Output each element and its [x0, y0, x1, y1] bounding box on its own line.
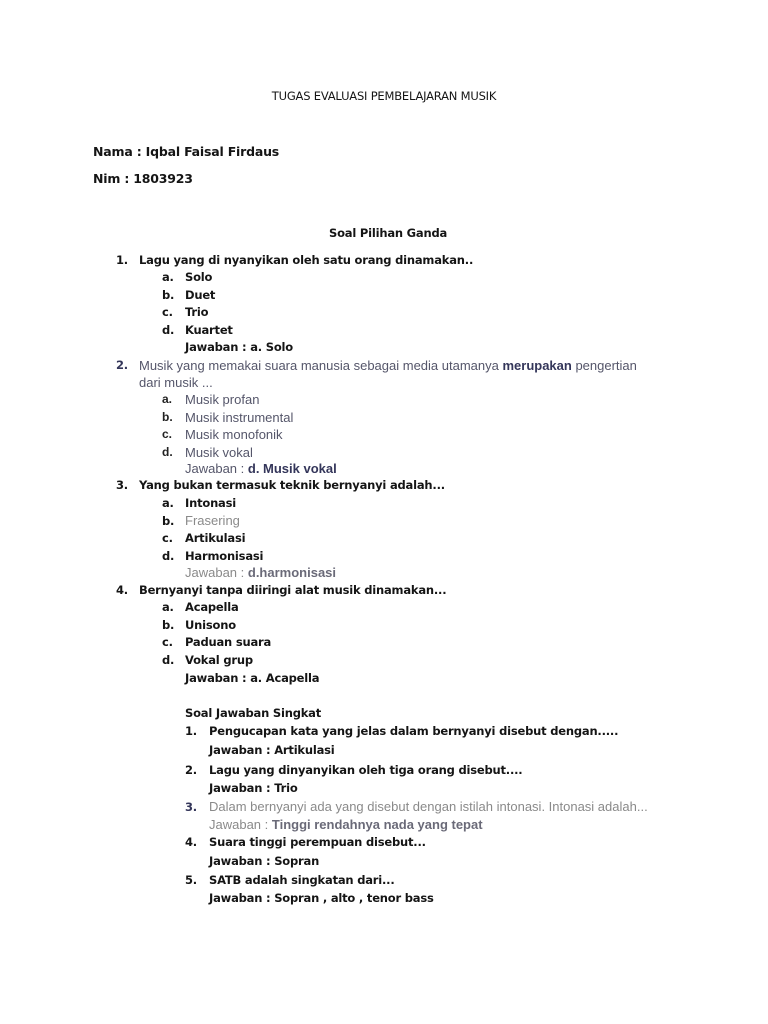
mc-q1-option-text: Duet — [185, 288, 216, 302]
answer-label: Jawaban : — [209, 891, 275, 905]
answer-label: Jawaban : — [209, 781, 275, 795]
mc-q2-option-letter: a. — [162, 392, 173, 406]
mc-q4-option-text: Unisono — [185, 618, 236, 632]
mc-question-2-number: 2. — [116, 358, 128, 372]
mc-question-4-text: Bernyanyi tanpa diiringi alat musik dinamakan... — [139, 583, 447, 597]
student-name: Nama : Iqbal Faisal Firdaus — [93, 144, 280, 159]
mc-q1-option-letter: b. — [162, 288, 175, 302]
mc-q2-option-letter: b. — [162, 410, 173, 424]
sa-question-1-number: 1. — [185, 724, 197, 738]
mc-q2-option-text: Musik monofonik — [185, 427, 283, 442]
mc-q2-option-letter: c. — [162, 427, 173, 441]
mc-q3-option-letter: c. — [162, 531, 173, 545]
mc-q4-option-text: Vokal grup — [185, 653, 253, 667]
answer-label: Jawaban : — [209, 817, 272, 832]
mc-q1-answer — [185, 340, 293, 354]
mc-q1-option-text: Kuartet — [185, 323, 233, 337]
mc-q2-option-text: Musik vokal — [185, 445, 253, 460]
mc-q3-option-letter: a. — [162, 496, 174, 510]
mc-q1-option-letter: a. — [162, 270, 174, 284]
answer-label: Jawaban : — [209, 854, 275, 868]
mc-q4-option-text: Paduan suara — [185, 635, 272, 649]
mc-q3-option-text: Harmonisasi — [185, 549, 264, 563]
mc-question-3-number: 3. — [116, 478, 128, 492]
question-text: Musik yang memakai suara manusia sebagai media utamanya — [139, 358, 503, 373]
mc-q2-option-text: Musik profan — [185, 392, 260, 407]
answer-value: Artikulasi — [274, 743, 335, 757]
sa-question-4-text: Suara tinggi perempuan disebut... — [209, 835, 426, 849]
mc-question-3-text: Yang bukan termasuk teknik bernyanyi adalah... — [139, 478, 445, 492]
answer-value: a. Acapella — [250, 671, 320, 685]
mc-q3-option-letter: b. — [162, 514, 175, 528]
answer-label: Jawaban : — [209, 743, 275, 757]
sa-question-5-number: 5. — [185, 873, 197, 887]
mc-q2-option-text: Musik instrumental — [185, 410, 294, 425]
mc-q1-option-text: Trio — [185, 305, 209, 319]
answer-value: Sopran , alto , tenor bass — [274, 891, 434, 905]
answer-label: Jawaban : — [185, 671, 251, 685]
section-title-multiple-choice: Soal Pilihan Ganda — [329, 226, 448, 240]
answer-label: Jawaban : — [185, 565, 248, 580]
answer-value: d. Musik vokal — [247, 461, 337, 476]
question-text: pengertian — [571, 358, 637, 373]
mc-q4-option-letter: b. — [162, 618, 175, 632]
sa-answer-2 — [209, 781, 298, 795]
answer-label: Jawaban : — [185, 461, 248, 476]
mc-question-2-text-line2: dari musik ... — [139, 375, 213, 390]
answer-value: Sopran — [274, 854, 320, 868]
mc-q4-option-letter: a. — [162, 600, 174, 614]
mc-q4-option-letter: c. — [162, 635, 173, 649]
document-title: TUGAS EVALUASI PEMBELAJARAN MUSIK — [271, 89, 497, 103]
mc-q3-option-text: Intonasi — [185, 496, 236, 510]
mc-q3-option-text: Artikulasi — [185, 531, 246, 545]
mc-question-2-text — [139, 358, 637, 373]
answer-value: d.harmonisasi — [247, 565, 337, 580]
mc-q4-answer — [185, 671, 319, 685]
student-nim: Nim : 1803923 — [93, 171, 193, 186]
answer-value: Tinggi rendahnya nada yang tepat — [271, 817, 483, 832]
section-title-short-answer: Soal Jawaban Singkat — [185, 706, 322, 720]
mc-q2-option-letter: d. — [162, 445, 173, 459]
question-emphasis: merupakan — [502, 358, 572, 373]
answer-value: a. Solo — [250, 340, 293, 354]
sa-question-1-text: Pengucapan kata yang jelas dalam bernyanyi disebut dengan..... — [209, 724, 619, 738]
sa-question-3-text: Dalam bernyanyi ada yang disebut dengan istilah intonasi. Intonasi adalah... — [209, 799, 648, 814]
mc-q2-answer — [185, 461, 337, 476]
sa-question-2-number: 2. — [185, 763, 197, 777]
answer-value: Trio — [274, 781, 298, 795]
mc-question-1-number: 1. — [116, 253, 128, 267]
sa-answer-4 — [209, 854, 319, 868]
sa-answer-5 — [209, 891, 434, 905]
mc-q1-option-letter: d. — [162, 323, 175, 337]
mc-q1-option-letter: c. — [162, 305, 173, 319]
mc-q4-option-letter: d. — [162, 653, 175, 667]
mc-question-4-number: 4. — [116, 583, 128, 597]
sa-question-2-text: Lagu yang dinyanyikan oleh tiga orang disebut.... — [209, 763, 523, 777]
answer-label: Jawaban : — [185, 340, 251, 354]
sa-answer-3 — [209, 817, 483, 832]
mc-question-1-text: Lagu yang di nyanyikan oleh satu orang dinamakan.. — [139, 253, 474, 267]
mc-q3-option-letter: d. — [162, 549, 175, 563]
sa-question-4-number: 4. — [185, 835, 197, 849]
mc-q3-option-text: Frasering — [185, 513, 240, 528]
sa-question-3-number: 3. — [185, 800, 197, 814]
sa-question-5-text: SATB adalah singkatan dari... — [209, 873, 395, 887]
sa-answer-1 — [209, 743, 335, 757]
mc-q3-answer — [185, 565, 336, 580]
mc-q4-option-text: Acapella — [185, 600, 239, 614]
mc-q1-option-text: Solo — [185, 270, 213, 284]
